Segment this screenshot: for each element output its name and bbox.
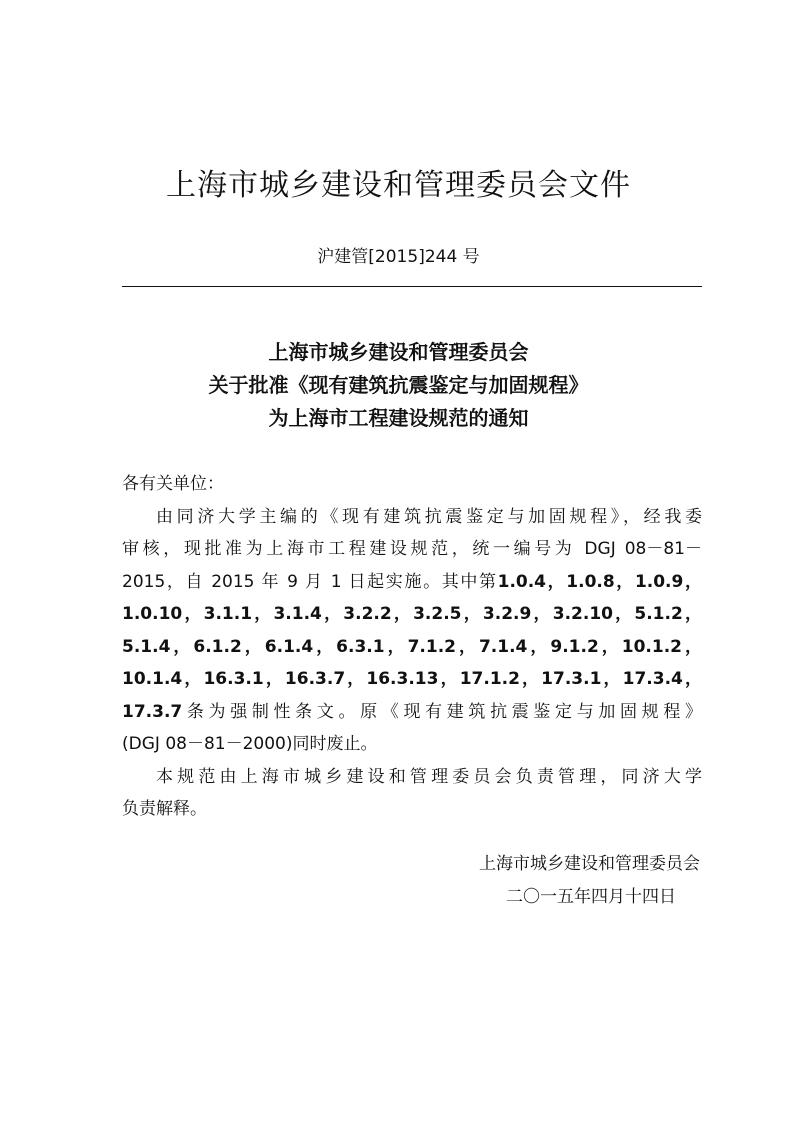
notice-title-line-3: 为上海市工程建设规范的通知 (268, 406, 529, 430)
clause-numbers: 17.3.7 (122, 701, 183, 722)
clause-numbers-line: 10.1.4，16.3.1，16.3.7，16.3.13，17.1.2，17.3.1，17.3.4， (122, 669, 702, 689)
header-divider (122, 286, 702, 287)
salutation: 各有关单位： (122, 474, 224, 494)
paragraph-line-segment: 2015，自 2015 年 9 月 1 日起实施。其中第 (122, 571, 498, 592)
clause-numbers: 1.0.4，1.0.8，1.0.9， (497, 571, 702, 592)
document-header-title: 上海市城乡建设和管理委员会文件 (166, 168, 631, 203)
signature-block (0, 848, 700, 914)
body-paragraph-2 (122, 761, 702, 826)
clause-numbers-line: 1.0.10，3.1.1，3.1.4，3.2.2，3.2.5，3.2.9，3.2.10，5.1.2， (122, 604, 702, 624)
notice-title (0, 336, 797, 435)
signature-date: 二〇一五年四月十四日 (506, 887, 676, 907)
notice-title-line-2: 关于批准《现有建筑抗震鉴定与加固规程》 (208, 373, 589, 397)
paragraph-line-segment: 条为强制性条文。原《现有建筑抗震鉴定与加固规程》 (182, 701, 702, 722)
signature-organization: 上海市城乡建设和管理委员会 (479, 854, 700, 874)
paragraph-line: (DGJ 08－81－2000)同时废止。 (122, 734, 378, 754)
notice-title-line-1: 上海市城乡建设和管理委员会 (268, 340, 529, 364)
notice-body (122, 468, 702, 826)
paragraph-line (122, 696, 702, 729)
paragraph-line: 负责解释。 (122, 799, 207, 819)
paragraph-line (122, 566, 702, 599)
paragraph-line: 由同济大学主编的《现有建筑抗震鉴定与加固规程》，经我委 (156, 506, 702, 527)
clause-numbers-line: 5.1.4，6.1.2，6.1.4，6.3.1，7.1.2，7.1.4，9.1.2，10.1.2， (122, 636, 702, 657)
paragraph-line: 本规范由上海市城乡建设和管理委员会负责管理，同济大学 (156, 766, 702, 787)
paragraph-line: 审核，现批准为上海市工程建设规范，统一编号为 DGJ 08－81－ (122, 539, 702, 559)
document-number: 沪建管[2015]244 号 (317, 247, 480, 267)
body-paragraph-1 (122, 501, 702, 761)
